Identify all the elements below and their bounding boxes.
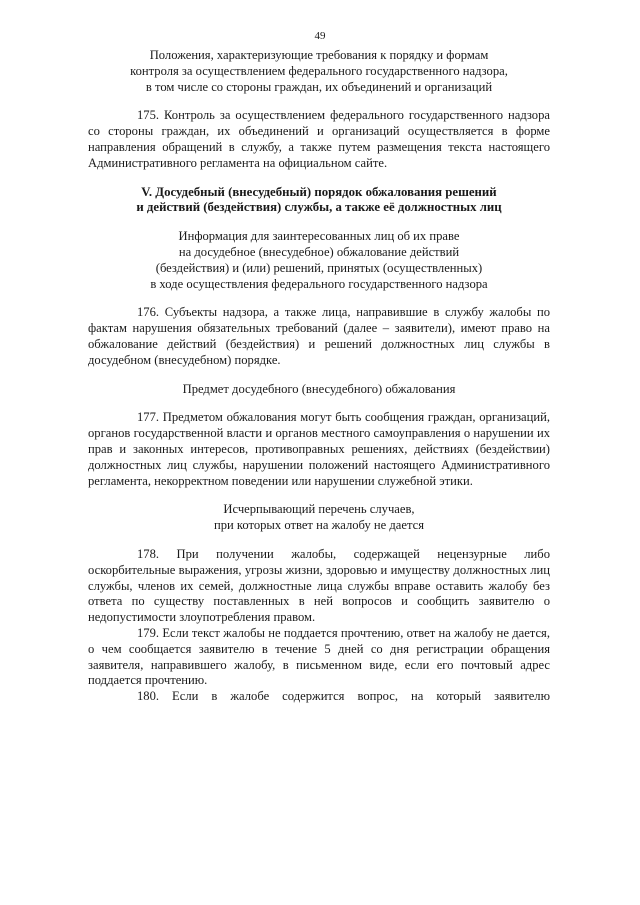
- subject-heading: [88, 382, 550, 398]
- heading-line: на досудебное (внесудебное) обжалование действий: [178, 244, 460, 259]
- heading-line: Предмет досудебного (внесудебного) обжалования: [182, 381, 456, 396]
- provisions-heading: [88, 48, 550, 95]
- heading-line: V. Досудебный (внесудебный) порядок обжалования решений: [141, 184, 497, 199]
- heading-line: (бездействия) и (или) решений, принятых (осуществленных): [155, 260, 483, 275]
- section-5-heading: [88, 185, 550, 217]
- heading-line: при которых ответ на жалобу не дается: [213, 518, 425, 533]
- paragraph-179: 179. Если текст жалобы не поддается прочтению, ответ на жалобу не дается, о чем сообщается заявителю в течение 5 дней со дня регистрации обращения заявителя, направившего жалобу, в письменном виде, если его почтовый адрес поддается прочтению.: [88, 625, 550, 688]
- paragraph-177: 177. Предметом обжалования могут быть сообщения граждан, организаций, органов государственной власти и органов местного самоуправления о нарушении их прав и законных интересов, противоправных решениях, действиях (бездействии) должностных лиц службы, нарушении положений настоящего Административного регламента, некорректном поведении или нарушении служебной этики.: [88, 410, 550, 488]
- page-number: 49: [314, 30, 326, 42]
- heading-line: в том числе со стороны граждан, их объединений и организаций: [145, 79, 493, 94]
- heading-line: Исчерпывающий перечень случаев,: [223, 502, 415, 517]
- page-content: [88, 48, 550, 705]
- heading-line: и действий (бездействия) службы, а также её должностных лиц: [136, 200, 502, 215]
- info-heading: [88, 229, 550, 292]
- exhaustive-heading: [88, 502, 550, 534]
- heading-line: в ходе осуществления федерального государственного надзора: [150, 276, 488, 291]
- paragraph-176: 176. Субъекты надзора, а также лица, направившие в службу жалобы по фактам нарушения обязательных требований (далее – заявители), имеют право на обжалование действий (бездействия) и решений должностных лиц службы в досудебном (внесудебном) порядке.: [88, 305, 550, 367]
- heading-line: Положения, характеризующие требования к порядку и формам: [149, 48, 489, 62]
- heading-line: контроля за осуществлением федерального государственного надзора,: [130, 63, 508, 78]
- heading-line: Информация для заинтересованных лиц об их праве: [178, 229, 460, 244]
- paragraph-180: 180. Если в жалобе содержится вопрос, на который заявителю: [137, 689, 550, 704]
- paragraph-175: 175. Контроль за осуществлением федерального государственного надзора со стороны граждан, их объединений и организаций осуществляется в форме направления обращений в службу, а также путем размещения текста настоящего Административного регламента на официальном сайте.: [88, 108, 550, 170]
- paragraph-178: 178. При получении жалобы, содержащей нецензурные либо оскорбительные выражения, угрозы жизни, здоровью и имуществу должностных лиц службы, членов их семей, должностные лица службы вправе оставить жалобу без ответа по существу поставленных в ней вопросов и сообщить заявителю о недопустимости злоупотребления правом.: [88, 546, 550, 625]
